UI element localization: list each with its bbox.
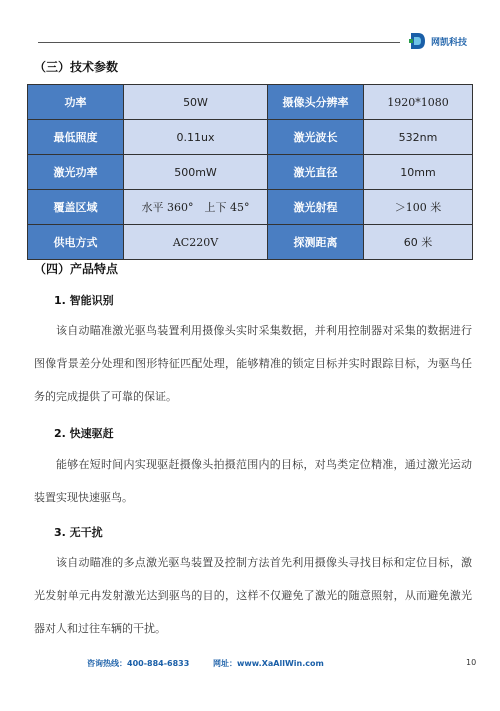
table-row <box>28 190 473 225</box>
table-row <box>28 155 473 190</box>
param-value: 1920*1080 <box>364 85 473 120</box>
feature-title: 3. 无干扰 <box>54 526 103 539</box>
param-value: 50W <box>124 85 268 120</box>
feature-title: 2. 快速驱赶 <box>54 427 114 440</box>
table-row <box>28 120 473 155</box>
param-label: 激光功率 <box>28 155 124 190</box>
param-label: 探测距离 <box>268 225 364 260</box>
param-label: 激光射程 <box>268 190 364 225</box>
feature-title: 1. 智能识别 <box>54 294 114 307</box>
param-value: 532nm <box>364 120 473 155</box>
param-label: 覆盖区域 <box>28 190 124 225</box>
tech-params-table <box>27 84 473 260</box>
logo-icon <box>408 31 428 51</box>
param-value: 水平 360° 上下 45° <box>124 190 268 225</box>
section-title-features: （四）产品特点 <box>34 262 119 276</box>
param-label: 最低照度 <box>28 120 124 155</box>
page-footer <box>0 658 500 672</box>
param-value: 0.11ux <box>124 120 268 155</box>
param-label: 功率 <box>28 85 124 120</box>
param-label: 激光波长 <box>268 120 364 155</box>
hotline-text: 咨询热线：400-884-6833 <box>87 659 190 668</box>
feature-text: 该自动瞄准的多点激光驱鸟装置及控制方法首先利用摄像头寻找目标和定位目标，激光发射单元冉发射激光达到驱鸟的目的，这样不仅避免了激光的随意照射，从而避免激光器对人和过往车辆的干扰。 <box>34 556 472 635</box>
table-row <box>28 85 473 120</box>
website-text: 网址：www.XaAllWin.com <box>213 659 324 668</box>
param-value: 60 米 <box>364 225 473 260</box>
page-number: 10 <box>466 658 477 667</box>
company-logo <box>408 31 467 51</box>
param-label: 供电方式 <box>28 225 124 260</box>
param-value: 10mm <box>364 155 473 190</box>
feature-text: 该自动瞄准激光驱鸟装置利用摄像头实时采集数据，并利用控制器对采集的数据进行图像背景差分处理和图形特征匹配处理，能够精准的锁定目标并实时跟踪目标，为驱鸟任务的完成提供了可靠的保证。 <box>34 324 472 403</box>
param-label: 摄像头分辨率 <box>268 85 364 120</box>
company-name: 网凯科技 <box>431 37 468 48</box>
param-label: 激光直径 <box>268 155 364 190</box>
section-title-tech-params: （三）技术参数 <box>34 60 119 74</box>
feature-text: 能够在短时间内实现驱赶摄像头拍摄范围内的目标，对鸟类定位精准，通过激光运动装置实现快速驱鸟。 <box>34 458 472 504</box>
param-value: ＞100 米 <box>364 190 473 225</box>
header-rule <box>38 42 400 43</box>
param-value: 500mW <box>124 155 268 190</box>
param-value: AC220V <box>124 225 268 260</box>
table-row <box>28 225 473 260</box>
